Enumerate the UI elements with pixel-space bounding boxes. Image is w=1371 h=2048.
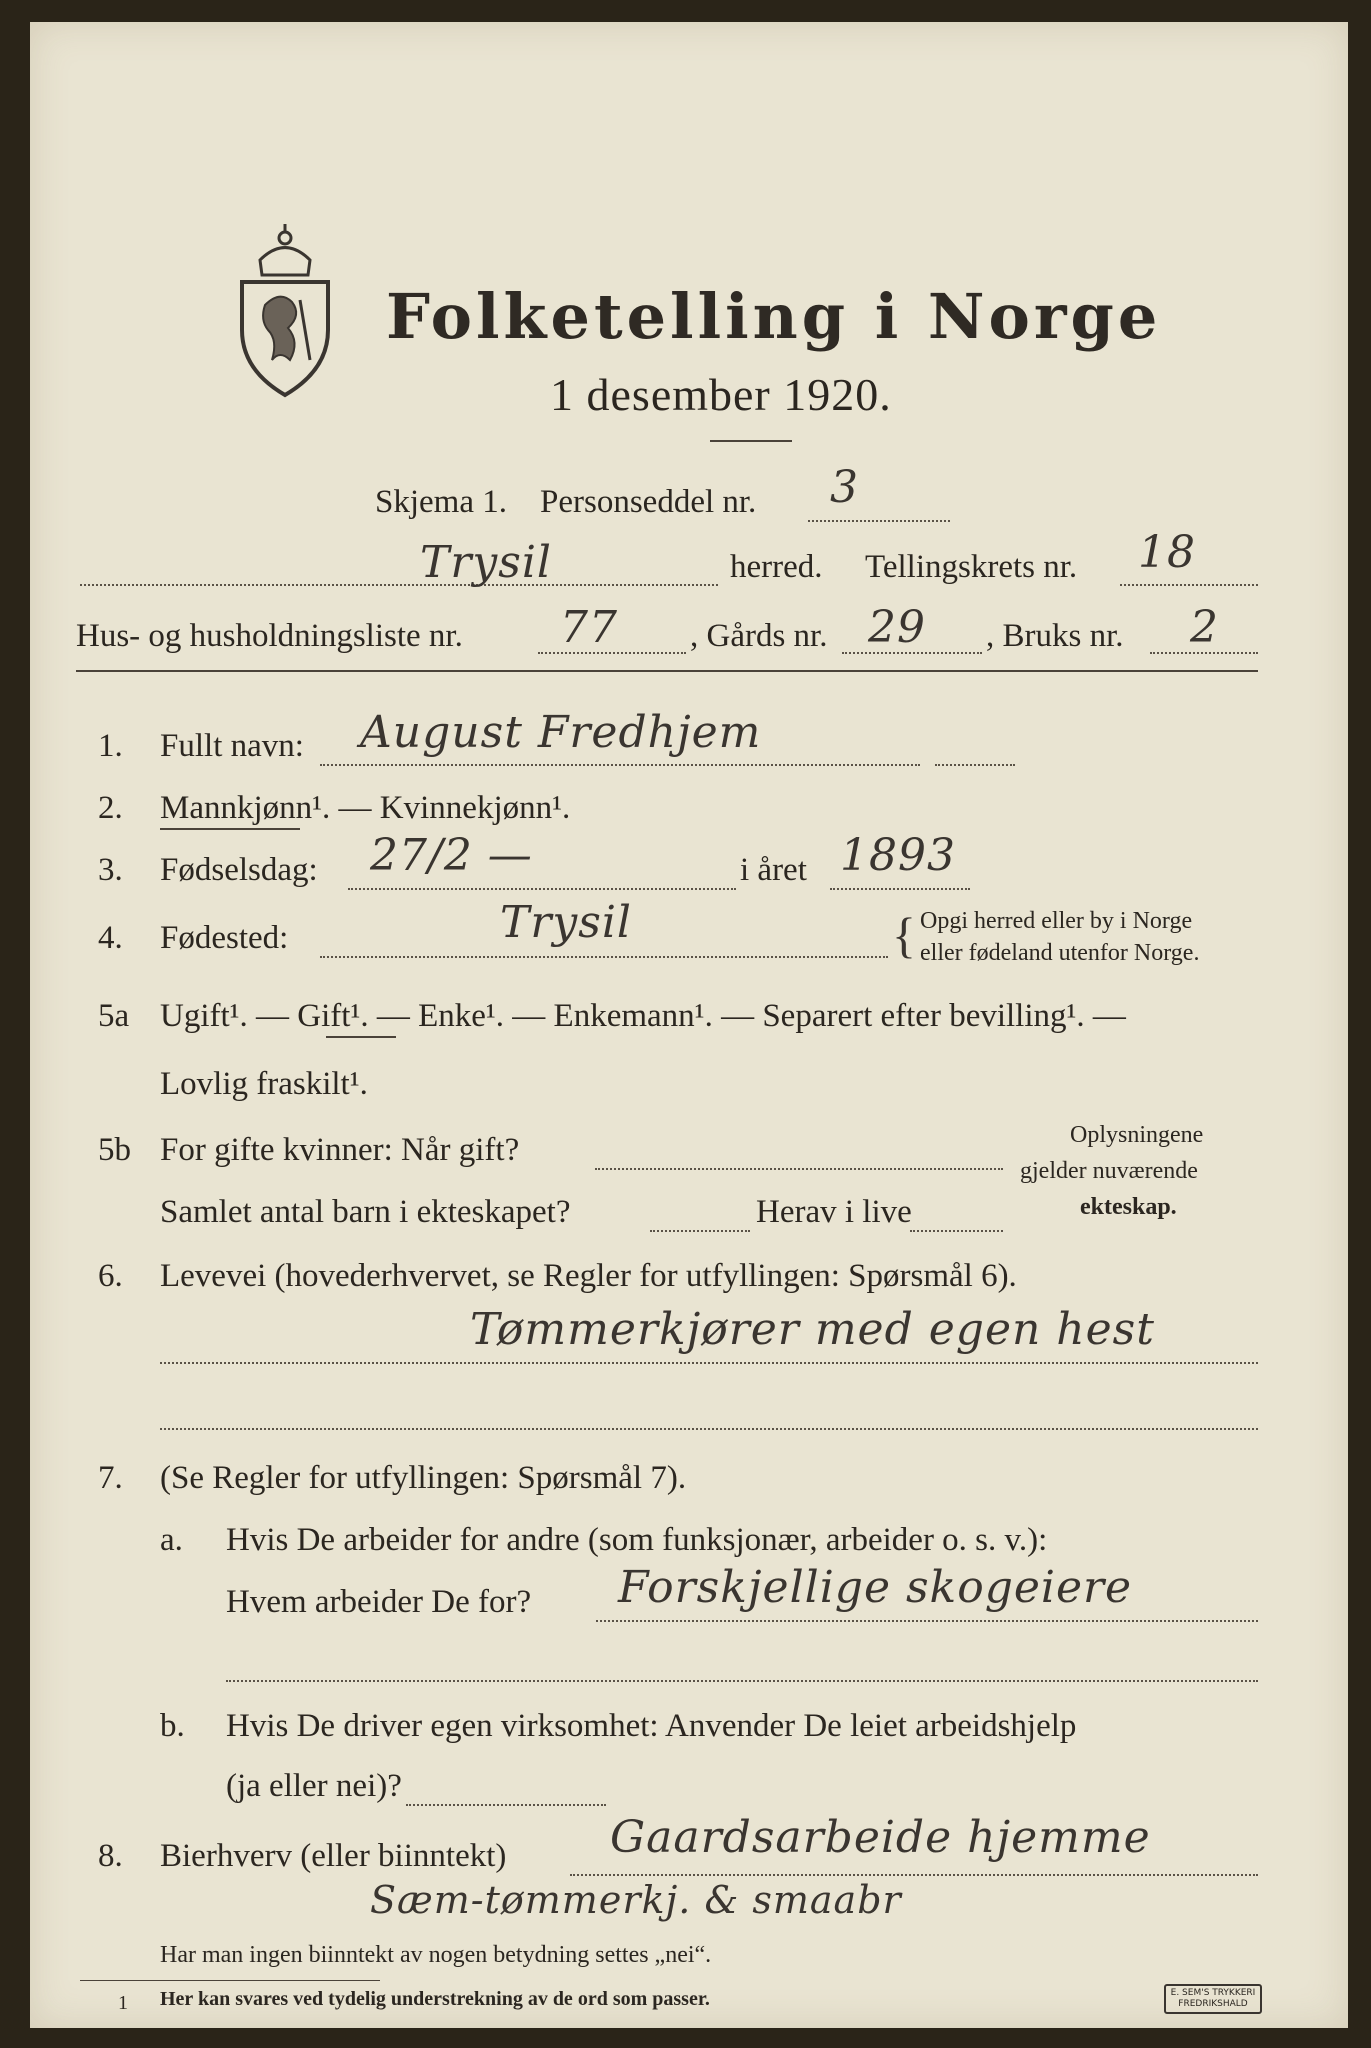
q6-number: 6. [98,1258,123,1294]
bruks-label: , Bruks nr. [986,618,1124,654]
herred-value[interactable]: Trysil [420,537,552,588]
marital-status-options-2[interactable]: Lovlig fraskilt¹. [160,1066,368,1102]
q7-number: 7. [98,1460,123,1496]
q7b-label-2: (ja eller nei)? [226,1768,402,1804]
tellingskrets-value[interactable]: 18 [1138,527,1196,578]
q7-label: (Se Regler for utfyllingen: Spørsmål 7). [160,1460,687,1496]
q2-number: 2. [98,790,123,826]
q7b-label: Hvis De driver egen virksomhet: Anvender De leiet arbeidshjelp [226,1708,1077,1744]
skjema-label: Skjema 1. [375,484,507,520]
occupation-value[interactable]: Tømmerkjører med egen hest [470,1304,1155,1355]
q6-label: Levevei (hovederhvervet, se Regler for utfyllingen: Spørsmål 6). [160,1258,1017,1294]
header-divider [76,670,1258,672]
q8-number: 8. [98,1838,123,1874]
hus-value[interactable]: 77 [560,602,618,653]
census-date: 1 desember 1920. [550,369,892,420]
q5a-number: 5a [98,998,130,1034]
herred-label: herred. [730,549,823,585]
q3-label: Fødselsdag: [160,852,318,888]
side-income-value[interactable]: Gaardsarbeide hjemme [610,1812,1151,1863]
q5b-note-2: gjelder nuværende [1020,1158,1198,1184]
q4-number: 4. [98,920,123,956]
q5b-label-3: Herav i live [756,1194,912,1230]
gards-label: , Gårds nr. [690,618,828,654]
printer-stamp: E. SEM'S TRYKKERI FREDRIKSHALD [1164,1984,1262,2014]
q7b-letter: b. [160,1708,185,1744]
birth-year-value[interactable]: 1893 [840,830,956,881]
coat-of-arms-icon [230,220,340,400]
birthplace-value[interactable]: Trysil [500,897,632,948]
gards-value[interactable]: 29 [868,602,926,653]
gender-options[interactable]: Mannkjønn¹. — Kvinnekjønn¹. [160,790,571,826]
census-form: Folketelling i Norge 1 desember 1920. Skjema 1. Personseddel nr. 3 Trysil herred. Tellingskrets nr. 18 Hus- og husholdningsliste nr. 77 , Gårds nr. 29 , Bruks nr. 2 1. Fullt navn: August Fredhjem 2. Mannkjønn¹. — Kvinnekjønn¹. 3. Fødselsdag: 27/2 — i året 1893 4. Fødested: Trysil { Opgi herred eller by i Norge eller fødeland utenfor Norge. 5a Ugift¹. — Gift¹. — Enke¹. — Enkemann¹. — Separert efter bevilling¹. — Lovlig fraskilt¹. 5b For gifte kvinner: Når gift? Samlet antal barn i ekteskapet? Herav i live Oplysningene gjelder nuværende ekteskap. 6. Levevei (hovederhvervet, se Regler for utfyllingen: Spørsmål 6). Tømmerkjører med egen hest 7. (Se Regler for utfyllingen: Spørsmål 7). a. Hvis De arbeider for andre (som funksjonær, arbeider o. s. v.): Hvem arbeider De for? Forskjellige skogeiere b. Hvis De driver egen virksomhet: Anvender De leiet arbeidshjelp (ja eller nei)? 8. Bierhverv (eller biinntekt) Gaardsarbeide hjemme Sæm-tømmerkj. & smaabr Har man ingen biinntekt av nogen betydning settes „nei“. 1 Her kan svares ved tydelig understrekning av de ord som passer. E. SEM'S TRYKKERI FREDRIKSHALD [30,22,1348,2028]
full-name-value[interactable]: August Fredhjem [360,707,762,758]
page-title: Folketelling i Norge [386,280,1162,353]
q5b-label-2: Samlet antal barn i ekteskapet? [160,1194,571,1230]
footnote-number: 1 [118,1992,128,2014]
q3-number: 3. [98,852,123,888]
title-divider [710,440,792,442]
bruks-value[interactable]: 2 [1190,602,1219,653]
tellingskrets-label: Tellingskrets nr. [865,549,1078,585]
footnote-text: Her kan svares ved tydelig understrekning av de ord som passer. [160,1988,710,2010]
employer-value[interactable]: Forskjellige skogeiere [618,1562,1133,1613]
personseddel-label: Personseddel nr. [540,484,757,520]
side-income-value-2[interactable]: Sæm-tømmerkj. & smaabr [370,1878,902,1922]
marital-status-options[interactable]: Ugift¹. — Gift¹. — Enke¹. — Enkemann¹. — Separert efter bevilling¹. — [160,998,1126,1034]
q8-note: Har man ingen biinntekt av nogen betydning settes „nei“. [160,1942,712,1968]
hus-label: Hus- og husholdningsliste nr. [76,618,463,654]
q4-note-1: Opgi herred eller by i Norge [920,908,1193,934]
q7a-letter: a. [160,1522,183,1558]
q1-number: 1. [98,728,123,764]
q5b-number: 5b [98,1132,131,1168]
marital-underline [326,1036,396,1038]
q8-label: Bierhverv (eller biinntekt) [160,1838,507,1874]
birthday-value[interactable]: 27/2 — [370,830,533,881]
q5b-label: For gifte kvinner: Når gift? [160,1132,520,1168]
q7a-label: Hvis De arbeider for andre (som funksjonær, arbeider o. s. v.): [226,1522,1048,1558]
q5b-note-1: Oplysningene [1070,1122,1204,1148]
footnote-divider [80,1980,380,1981]
q7a-label-2: Hvem arbeider De for? [226,1584,532,1620]
q1-label: Fullt navn: [160,728,304,764]
q3-year-label: i året [740,852,807,888]
q5b-note-3: ekteskap. [1080,1194,1177,1220]
q4-note-2: eller fødeland utenfor Norge. [920,940,1200,966]
q4-label: Fødested: [160,920,289,956]
gender-underline [160,828,300,830]
personseddel-value[interactable]: 3 [830,462,859,513]
